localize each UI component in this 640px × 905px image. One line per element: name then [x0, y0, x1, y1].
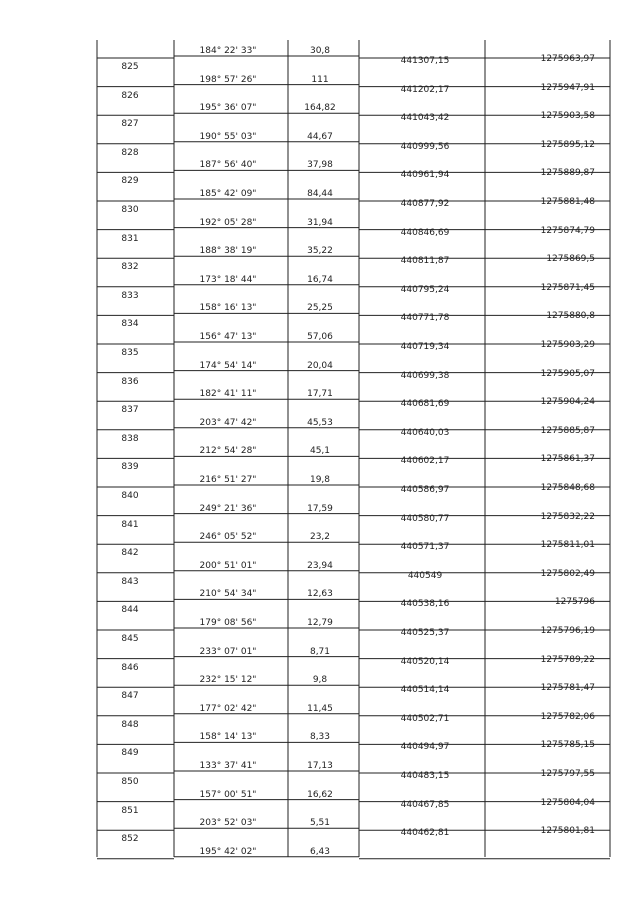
point-number: 851: [121, 805, 139, 816]
point-number: 841: [121, 519, 139, 530]
segment-angle: 157° 00' 51": [199, 789, 257, 800]
segment-length: 17,71: [307, 389, 333, 400]
point-x-coordinate: 440494,97: [400, 742, 450, 753]
point-y-coordinate: 1275895,12: [540, 139, 595, 150]
segment-length: 19,8: [309, 475, 331, 485]
segment-angle: 195° 36' 07": [199, 103, 257, 114]
point-x-coordinate: 440580,77: [400, 513, 450, 524]
point-y-coordinate: 1275963,97: [540, 54, 595, 64]
point-y-coordinate: 1275903,58: [540, 111, 595, 122]
segment-length: 12,63: [307, 589, 333, 600]
point-x-coordinate: 440483,15: [400, 771, 450, 781]
point-number: 830: [121, 205, 139, 215]
point-y-coordinate: 1275782,06: [540, 711, 595, 722]
point-number: 840: [121, 491, 139, 501]
point-number: 826: [121, 90, 139, 101]
segment-angle: 190° 55' 03": [199, 131, 257, 142]
segment-length: 37,98: [307, 160, 333, 171]
point-x-coordinate: 440795,24: [400, 284, 450, 295]
point-y-coordinate: 1275904,24: [540, 397, 595, 408]
segment-angle: 203° 47' 42": [199, 417, 257, 428]
segment-angle: 216° 51' 27": [199, 475, 257, 485]
point-number: 846: [121, 662, 139, 673]
segment-length: 84,44: [307, 189, 333, 199]
segment-length: 45,53: [307, 417, 333, 428]
point-y-coordinate: 1275869,5: [546, 254, 595, 265]
segment-angle: 200° 51' 01": [199, 560, 257, 571]
segment-length: 11,45: [307, 703, 333, 714]
point-x-coordinate: 440846,69: [400, 227, 450, 238]
point-x-coordinate: 440719,34: [400, 342, 450, 352]
point-x-coordinate: 440640,03: [400, 427, 450, 438]
segment-length: 164,82: [304, 103, 336, 114]
point-number: 832: [121, 262, 139, 273]
segment-length: 8,33: [309, 732, 331, 743]
point-y-coordinate: 1275885,87: [540, 425, 595, 436]
segment-angle: 156° 47' 13": [199, 332, 257, 342]
point-y-coordinate: 1275796,19: [540, 626, 595, 636]
segment-angle: 212° 54' 28": [199, 446, 257, 457]
segment-angle: 185° 42' 09": [199, 189, 257, 199]
point-y-coordinate: 1275881,48: [540, 197, 595, 207]
point-number: 848: [121, 719, 139, 730]
point-x-coordinate: 440525,37: [400, 628, 450, 638]
point-x-coordinate: 440877,92: [400, 199, 450, 209]
segment-length: 35,22: [307, 246, 333, 257]
segment-angle: 173° 18' 44": [199, 274, 257, 285]
segment-length: 44,67: [307, 131, 333, 142]
segment-angle: 233° 07' 01": [199, 646, 257, 657]
point-x-coordinate: 440514,14: [400, 685, 450, 696]
segment-angle: 133° 37' 41": [199, 761, 257, 771]
segment-length: 57,06: [307, 332, 333, 342]
point-y-coordinate: 1275861,37: [540, 454, 595, 465]
point-y-coordinate: 1275874,79: [540, 225, 595, 236]
point-x-coordinate: 441307,15: [400, 56, 450, 66]
segment-length: 17,13: [307, 761, 333, 771]
point-y-coordinate: 1275811,01: [540, 540, 595, 551]
point-x-coordinate: 440811,87: [400, 256, 450, 267]
point-y-coordinate: 1275871,45: [540, 282, 595, 293]
point-x-coordinate: 441202,17: [400, 84, 450, 95]
point-number: 836: [121, 376, 139, 387]
point-x-coordinate: 440571,37: [400, 542, 450, 553]
point-y-coordinate: 1275903,29: [540, 340, 595, 350]
point-number: 837: [121, 405, 139, 416]
segment-length: 16,62: [307, 789, 333, 800]
point-y-coordinate: 1275801,81: [540, 826, 595, 837]
segment-length: 6,43: [309, 846, 331, 857]
segment-angle: 198° 57' 26": [199, 74, 257, 85]
point-number: 843: [121, 576, 139, 587]
point-y-coordinate: 1275848,68: [540, 483, 595, 493]
point-x-coordinate: 440520,14: [400, 656, 450, 667]
point-y-coordinate: 1275804,04: [540, 797, 595, 808]
point-number: 847: [121, 691, 139, 702]
segment-angle: 203° 52' 03": [199, 818, 257, 829]
point-number: 829: [121, 176, 139, 187]
segment-length: 31,94: [307, 217, 333, 228]
segment-angle: 210° 54' 34": [199, 589, 257, 600]
point-y-coordinate: 1275785,15: [540, 740, 595, 751]
segment-angle: 158° 14' 13": [199, 732, 257, 743]
point-number: 845: [121, 634, 139, 644]
point-x-coordinate: 440586,97: [400, 485, 450, 495]
segment-angle: 179° 08' 56": [199, 618, 257, 628]
point-number: 838: [121, 433, 139, 444]
point-x-coordinate: 440502,71: [400, 713, 450, 724]
point-x-coordinate: 440771,78: [400, 313, 450, 324]
segment-angle: 246° 05' 52": [199, 532, 257, 543]
segment-angle: 249° 21' 36": [199, 503, 257, 514]
point-number: 849: [121, 748, 139, 759]
point-number: 839: [121, 462, 139, 473]
segment-length: 25,25: [307, 303, 333, 314]
segment-angle: 174° 54' 14": [199, 360, 257, 371]
point-number: 825: [121, 62, 139, 72]
point-x-coordinate: 440602,17: [400, 456, 450, 467]
point-x-coordinate: 440961,94: [400, 170, 450, 181]
point-number: 828: [121, 147, 139, 158]
point-number: 844: [121, 605, 139, 616]
point-y-coordinate: 1275789,22: [540, 654, 595, 665]
segment-length: 20,04: [307, 360, 333, 371]
segment-length: 17,59: [307, 503, 333, 514]
segment-length: 8,71: [309, 646, 331, 657]
segment-angle: 184° 22' 33": [199, 46, 257, 56]
point-number: 834: [121, 319, 139, 330]
segment-length: 45,1: [309, 446, 331, 457]
segment-length: 16,74: [307, 274, 333, 285]
segment-angle: 187° 56' 40": [199, 160, 257, 171]
point-y-coordinate: 1275796: [554, 597, 595, 608]
point-y-coordinate: 1275802,49: [540, 568, 595, 579]
segment-angle: 182° 41' 11": [199, 389, 257, 400]
point-x-coordinate: 440538,16: [400, 599, 450, 610]
segment-length: 9,8: [312, 675, 328, 686]
point-y-coordinate: 1275947,91: [540, 82, 595, 93]
segment-length: 5,51: [309, 818, 331, 829]
segment-length: 23,94: [307, 560, 333, 571]
point-x-coordinate: 440467,85: [400, 799, 450, 810]
point-x-coordinate: 440681,69: [400, 399, 450, 410]
segment-angle: 177° 02' 42": [199, 703, 257, 714]
point-number: 850: [121, 777, 139, 787]
point-number: 835: [121, 348, 139, 358]
point-x-coordinate: 440549: [407, 570, 443, 581]
point-y-coordinate: 1275797,55: [540, 769, 595, 779]
point-number: 833: [121, 290, 139, 301]
segment-angle: 232° 15' 12": [199, 675, 257, 686]
segment-length: 111: [311, 74, 329, 85]
segment-length: 23,2: [309, 532, 331, 543]
point-y-coordinate: 1275889,87: [540, 168, 595, 179]
point-x-coordinate: 441043,42: [400, 113, 450, 124]
point-y-coordinate: 1275832,22: [540, 511, 595, 522]
point-y-coordinate: 1275880,8: [546, 311, 595, 322]
point-x-coordinate: 440999,56: [400, 141, 450, 152]
point-number: 831: [121, 233, 139, 244]
point-number: 852: [121, 834, 139, 845]
segment-length: 30,8: [309, 46, 331, 56]
segment-angle: 158° 16' 13": [199, 303, 257, 314]
point-y-coordinate: 1275781,47: [540, 683, 595, 694]
point-number: 827: [121, 119, 139, 130]
segment-length: 12,79: [307, 618, 333, 628]
segment-angle: 195° 42' 02": [199, 846, 257, 857]
segment-angle: 188° 38' 19": [199, 246, 257, 257]
point-x-coordinate: 440699,38: [400, 370, 450, 381]
point-x-coordinate: 440462,81: [400, 828, 450, 839]
point-number: 842: [121, 548, 139, 559]
point-y-coordinate: 1275905,07: [540, 368, 595, 379]
segment-angle: 192° 05' 28": [199, 217, 257, 228]
